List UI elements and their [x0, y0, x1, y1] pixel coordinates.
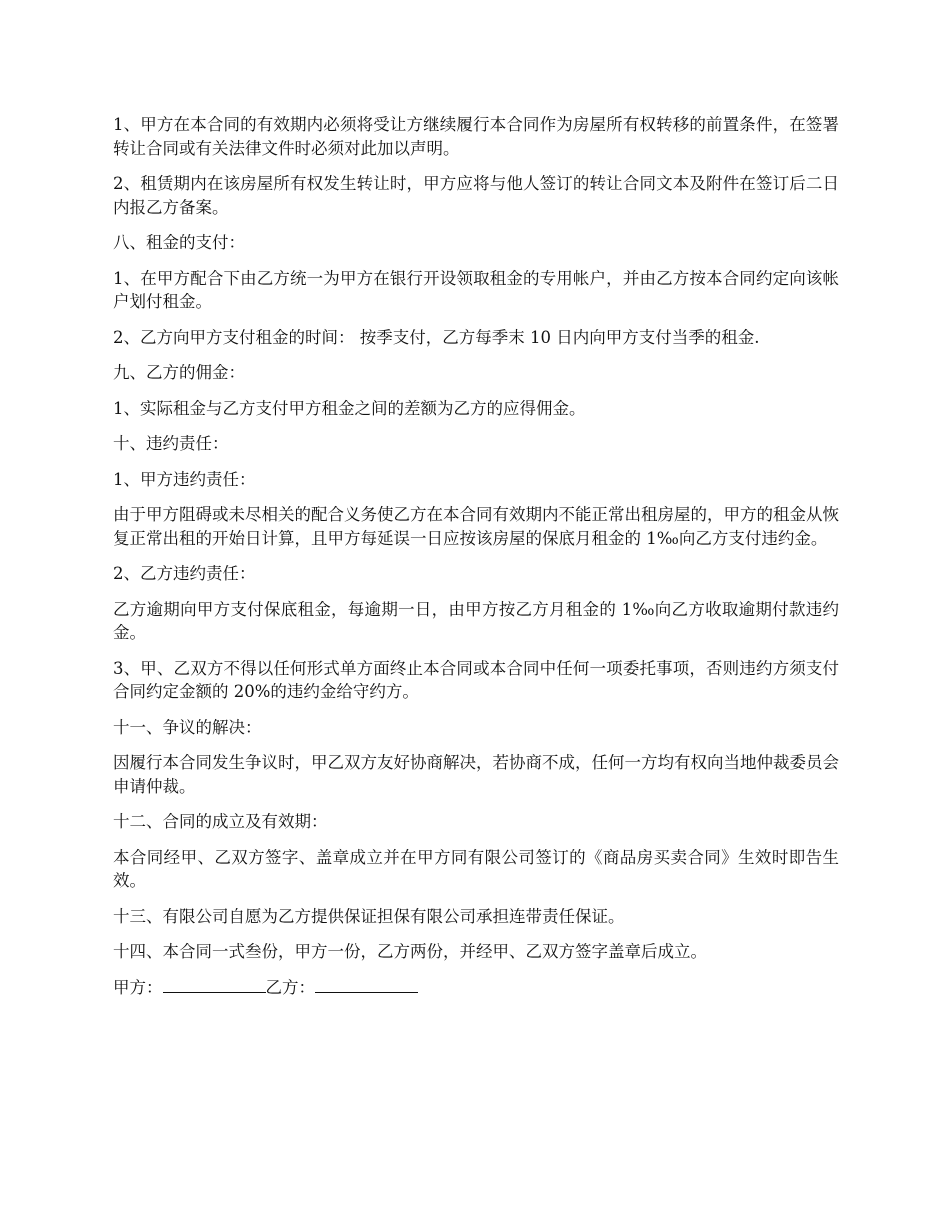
subheading-party-b-liability: 2、乙方违约责任： — [113, 564, 256, 583]
subheading-party-a-liability: 1、甲方违约责任： — [113, 469, 256, 489]
section-heading-commission: 九、乙方的佣金： — [113, 363, 245, 382]
clause-dispute: 因履行本合同发生争议时，甲乙双方友好协商解决，若协商不成，任何一方均有权向当地仲裁委员会申请仲裁。 — [113, 753, 839, 796]
clause-copies: 十四、本合同一式叁份，甲方一份，乙方两份，并经甲、乙双方签字盖章后成立。 — [113, 942, 707, 961]
party-a-label: 甲方： — [113, 977, 163, 997]
clause-validity: 本合同经甲、乙双方签字、盖章成立并在甲方同有限公司签订的《商品房买卖合同》生效时即告生效。 — [113, 847, 839, 890]
clause-party-b-liability: 乙方逾期向甲方支付保底租金，每逾期一日，由甲方按乙方月租金的 1‰向乙方收取逾期付款违约金。 — [113, 599, 839, 642]
clause-termination-penalty: 3、甲、乙双方不得以任何形式单方面终止本合同或本合同中任何一项委托事项，否则违约方须支付合同约定金额的 20%的违约金给守约方。 — [113, 658, 839, 701]
party-b-signature-blank — [315, 978, 418, 993]
clause-party-a-liability: 由于甲方阻碍或未尽相关的配合义务使乙方在本合同有效期内不能正常出租房屋的，甲方的租金从恢复正常出租的开始日计算，且甲方每延误一日应按该房屋的保底月租金的 1‰向乙方支付违约金。 — [113, 505, 839, 548]
party-b-label: 乙方： — [265, 977, 315, 997]
clause-commission: 1、实际租金与乙方支付甲方租金之间的差额为乙方的应得佣金。 — [113, 398, 586, 418]
party-a-signature-blank — [163, 978, 266, 993]
section-heading-dispute: 十一、争议的解决： — [113, 717, 262, 737]
clause-rent-account: 1、在甲方配合下由乙方统一为甲方在银行开设领取租金的专用帐户，并由乙方按本合同约定向该帐户划付租金。 — [113, 268, 839, 311]
contract-text — [113, 113, 839, 1011]
clause-1: 1、甲方在本合同的有效期内必须将受让方继续履行本合同作为房屋所有权转移的前置条件，在签署转让合同或有关法律文件时必须对此加以声明。 — [113, 115, 839, 158]
clause-guarantee: 十三、有限公司自愿为乙方提供保证担保有限公司承担连带责任保证。 — [113, 906, 625, 926]
section-heading-rent-payment: 八、租金的支付： — [113, 233, 245, 252]
section-heading-validity: 十二、合同的成立及有效期： — [113, 812, 328, 831]
clause-rent-time: 2、乙方向甲方支付租金的时间： 按季支付，乙方每季末 10 日内向甲方支付当季的租金. — [113, 327, 760, 347]
signature-line — [113, 976, 839, 1000]
section-heading-liability: 十、违约责任： — [113, 434, 229, 453]
clause-2: 2、租赁期内在该房屋所有权发生转让时，甲方应将与他人签订的转让合同文本及附件在签订后二日内报乙方备案。 — [113, 174, 839, 217]
